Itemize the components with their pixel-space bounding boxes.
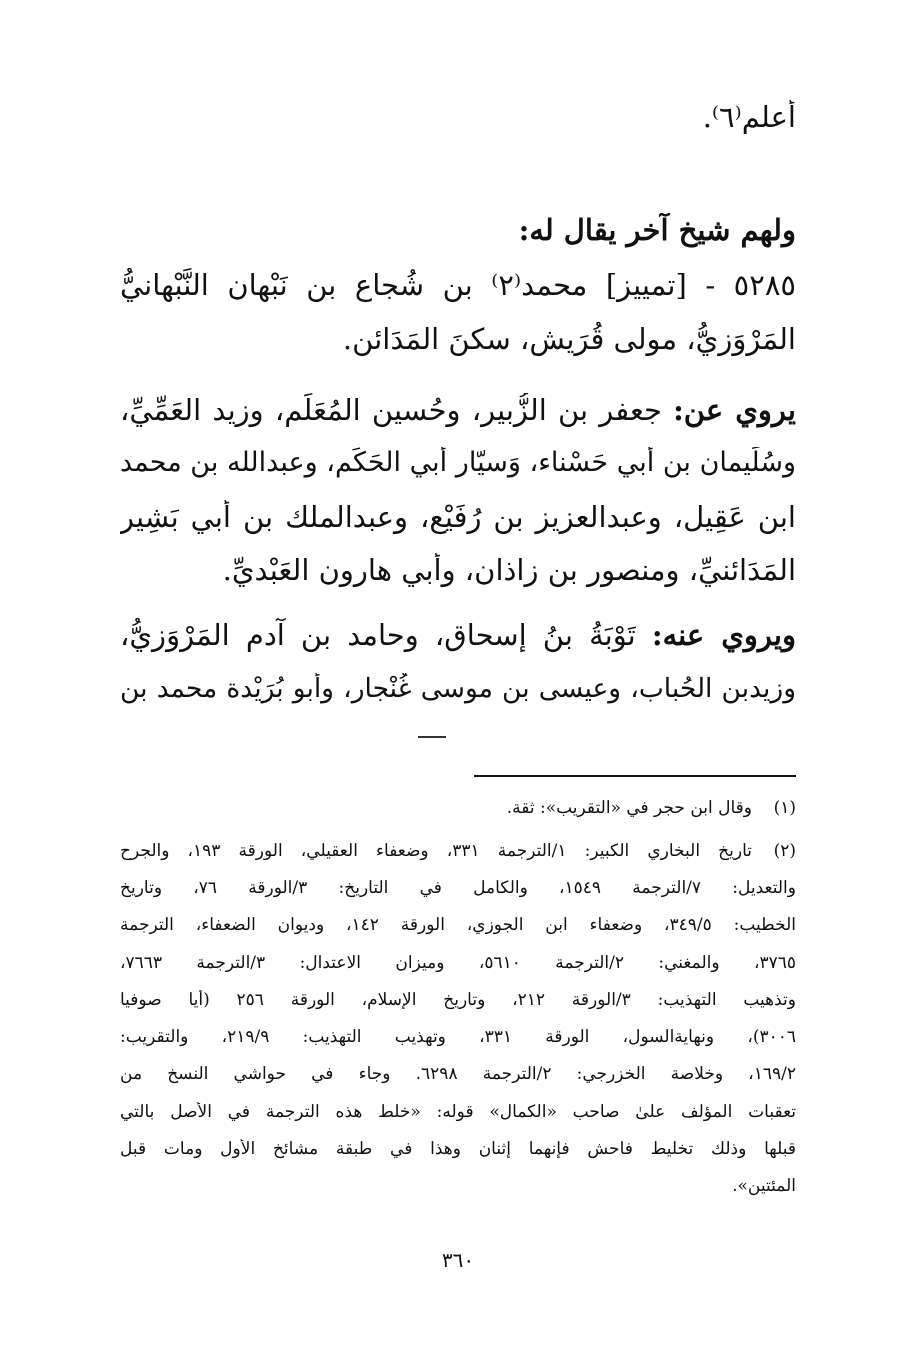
narrated-by-text: تَوْبَةُ بنُ إسحاق، وحامد بن آدم المَرْوَزيُّ،	[120, 618, 636, 652]
footnote-2-line-9: قبلها وذلك تخليط فاحش فإنهما إثنان وهذا في طبقة مشائخ الأول ومات قبل	[120, 1139, 796, 1159]
footnote-1-line-1: وقال ابن حجر في «التقريب»: ثقة.	[506, 798, 752, 818]
narrated-by-line-2: وزيدبن الحُباب، وعيسى بن موسى غُنْجار، وأبو بُرَيْدة محمد بن	[120, 673, 796, 704]
narrates-from-text: جعفر بن الزُّبير، وحُسين المُعَلِّم، وزيد العَمِّيِّ،	[120, 393, 662, 427]
footnote-2-line-6: ٣٠٠٦)، ونهايةالسول، الورقة ٣٣١، وتهذيب التهذيب: ٢١٩/٩، والتقريب:	[120, 1027, 796, 1047]
narrated-by-line-1	[120, 618, 796, 653]
footnote-2-line-2: والتعديل: ٧/الترجمة ١٥٤٩، والكامل في التاريخ: ٣/الورقة ٧٦، وتاريخ	[120, 878, 796, 898]
page-number: ٣٦٠	[441, 1248, 475, 1272]
footnote-2-line-7: ١٦٩/٢، وخلاصة الخزرجي: ٢/الترجمة ٦٢٩٨. وجاء في حواشي النسخ من	[120, 1064, 796, 1084]
continuation-line: أعلم⁽٦⁾.	[702, 100, 796, 134]
footnote-2-line-10: المئتين».	[732, 1176, 796, 1196]
narrates-from-label: يروي عن:	[673, 393, 796, 427]
footnote-2-line-4: ٣٧٦٥، والمغني: ٢/الترجمة ٥٦١٠، وميزان الاعتدال: ٣/الترجمة ٧٦٦٣،	[120, 953, 796, 973]
entry-line-1: ٥٢٨٥ - [تمييز] محمد⁽٢⁾ بن شُجاع بن نَبْهان النَّبْهانيُّ	[120, 268, 796, 302]
footnote-2-line-1: تاريخ البخاري الكبير: ١/الترجمة ٣٣١، وضعفاء العقيلي، الورقة ١٩٣، والجرح	[120, 841, 752, 861]
narrates-from-line-1	[120, 393, 796, 428]
narrates-from-line-4: المَدَائنيِّ، ومنصور بن زاذان، وأبي هارون العَبْديِّ.	[222, 553, 796, 587]
section-heading: ولهم شيخ آخر يقال له:	[518, 213, 796, 247]
footnote-number-2: (٢)	[773, 841, 796, 861]
narrates-from-line-3: ابن عَقِيل، وعبدالعزيز بن رُفَيْع، وعبدالملك بن أبي بَشِير	[120, 500, 796, 534]
footnote-rule	[474, 775, 796, 777]
continuation-mark	[418, 736, 446, 738]
footnote-2-line-5: وتذهيب التهذيب: ٣/الورقة ٢١٢، وتاريخ الإسلام، الورقة ٢٥٦ (أيا صوفيا	[120, 990, 796, 1010]
narrated-by-label: ويروي عنه:	[651, 618, 796, 652]
entry-line-2: المَرْوَزيُّ، مولى قُرَيش، سكنَ المَدَائن.	[342, 322, 796, 356]
footnote-2-line-3: الخطيب: ٣٤٩/٥، وضعفاء ابن الجوزي، الورقة ١٤٢، وديوان الضعفاء، الترجمة	[120, 915, 796, 935]
footnote-2-line-8: تعقبات المؤلف علىٰ صاحب «الكمال» قوله: «خلط هذه الترجمة في الأصل بالتي	[120, 1102, 796, 1122]
narrates-from-line-2: وسُلَيمان بن أبي حَسْناء، وَسيّار أبي الحَكَم، وعبدالله بن محمد	[120, 447, 796, 478]
footnote-number-1: (١)	[773, 798, 796, 818]
